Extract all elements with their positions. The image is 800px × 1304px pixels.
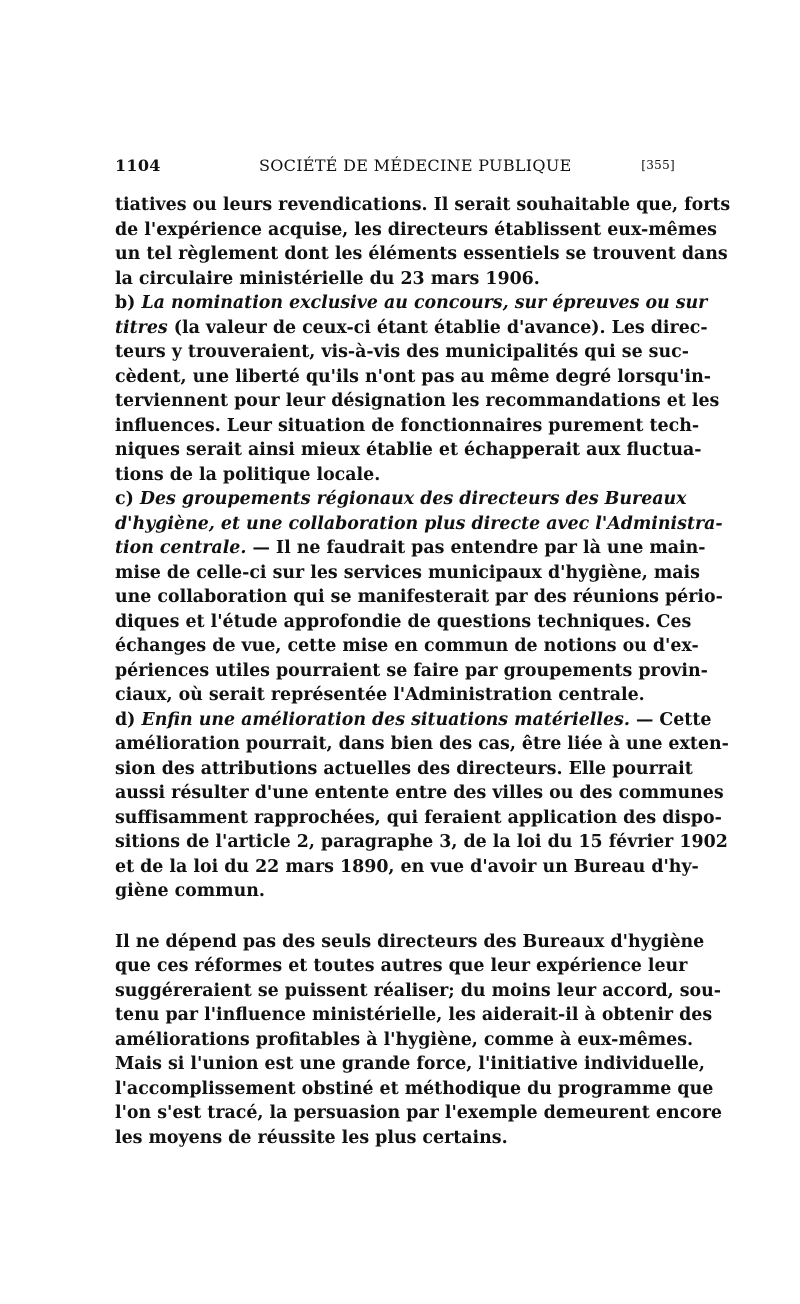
text-line: améliorations profitables à l'hygiène, comme à eux-mêmes. bbox=[115, 1029, 694, 1050]
text-line: un tel règlement dont les éléments essentiels se trouvent dans bbox=[115, 244, 728, 264]
italic-text: titres bbox=[115, 317, 168, 338]
text-line: périences utiles pourraient se faire par groupements provin- bbox=[115, 660, 708, 681]
italic-text: tion centrale. bbox=[115, 538, 247, 558]
paragraph bbox=[115, 930, 721, 1053]
text-line: suggéreraient se puissent réaliser; du moins leur accord, sou- bbox=[115, 980, 721, 1001]
running-head bbox=[115, 156, 675, 178]
paragraph bbox=[115, 193, 731, 291]
paragraph-gap bbox=[115, 904, 675, 930]
text-line: niques serait ainsi mieux établie et échapperait aux fluctua- bbox=[115, 440, 702, 460]
list-marker: d) bbox=[115, 709, 142, 730]
italic-text: Enfin une amélioration des situations matérielles. bbox=[141, 709, 630, 730]
text-line bbox=[115, 487, 687, 512]
italic-text: d'hygiène, et une collaboration plus directe avec l'Administra- bbox=[115, 513, 723, 534]
text-line: tiatives ou leurs revendications. Il serait souhaitable que, forts bbox=[115, 195, 731, 215]
regular-text: (la valeur de ceux-ci étant établie d'avance). Les direc- bbox=[167, 317, 708, 338]
paragraph bbox=[115, 708, 729, 904]
text-line: suffisamment rapprochées, qui feraient application des dispo- bbox=[115, 807, 722, 828]
text-line: tions de la politique locale. bbox=[115, 464, 381, 485]
italic-text: La nomination exclusive au concours, sur épreuves ou sur bbox=[141, 293, 708, 313]
list-marker: c) bbox=[115, 489, 140, 509]
text-line: une collaboration qui se manifesterait par des réunions pério- bbox=[115, 587, 723, 607]
text-line: terviennent pour leur désignation les recommandations et les bbox=[115, 391, 720, 411]
regular-text: — Il ne faudrait pas entendre par là une main- bbox=[246, 538, 706, 558]
text-line: giène commun. bbox=[115, 881, 265, 901]
text-line: diques et l'étude approfondie de questions techniques. Ces bbox=[115, 611, 692, 632]
text-line: l'on s'est tracé, la persuasion par l'exemple demeurent encore bbox=[115, 1103, 722, 1123]
text-line bbox=[115, 536, 706, 561]
italic-text: Des groupements régionaux des directeurs des Bureaux bbox=[139, 489, 687, 509]
text-line bbox=[115, 708, 712, 733]
list-marker: b) bbox=[115, 293, 142, 313]
text-line bbox=[115, 316, 708, 341]
text-line: de l'expérience acquise, les directeurs établissent eux-mêmes bbox=[115, 219, 717, 240]
text-line: aussi résulter d'une entente entre des villes ou des communes bbox=[115, 783, 724, 803]
regular-text: — Cette bbox=[629, 709, 712, 730]
text-line: Il ne dépend pas des seuls directeurs des Bureaux d'hygiène bbox=[115, 931, 705, 952]
text-line: Mais si l'union est une grande force, l'initiative individuelle, bbox=[115, 1054, 705, 1074]
text-line: sitions de l'article 2, paragraphe 3, de la loi du 15 février 1902 bbox=[115, 832, 728, 852]
text-line: influences. Leur situation de fonctionnaires purement tech- bbox=[115, 415, 700, 436]
text-line: l'accomplissement obstiné et méthodique du programme que bbox=[115, 1078, 714, 1099]
text-line: sion des attributions actuelles des directeurs. Elle pourrait bbox=[115, 758, 693, 779]
paragraph bbox=[115, 1052, 722, 1150]
paragraph bbox=[115, 487, 723, 708]
text-line: cèdent, une liberté qu'ils n'ont pas au même degré lorsqu'in- bbox=[115, 366, 711, 387]
text-line: amélioration pourrait, dans bien des cas, être liée à une exten- bbox=[115, 734, 729, 754]
text-line: ciaux, où serait représentée l'Administration centrale. bbox=[115, 685, 645, 705]
text-line: que ces réformes et toutes autres que leur expérience leur bbox=[115, 956, 688, 976]
text-line bbox=[115, 291, 708, 316]
text-line bbox=[115, 512, 723, 537]
text-line: échanges de vue, cette mise en commun de notions ou d'ex- bbox=[115, 636, 699, 656]
running-title: SOCIÉTÉ DE MÉDECINE PUBLIQUE bbox=[259, 156, 572, 175]
text-line: les moyens de réussite les plus certains. bbox=[115, 1127, 508, 1148]
page-number: 1104 bbox=[115, 156, 161, 175]
text-line: tenu par l'influence ministérielle, les aiderait-il à obtenir des bbox=[115, 1005, 713, 1025]
paragraph bbox=[115, 291, 720, 487]
text-line: la circulaire ministérielle du 23 mars 1906. bbox=[115, 268, 540, 289]
bracket-number: [355] bbox=[641, 158, 675, 172]
text-line: mise de celle-ci sur les services municipaux d'hygiène, mais bbox=[115, 562, 700, 583]
body-text bbox=[115, 193, 731, 1150]
text-line: et de la loi du 22 mars 1890, en vue d'avoir un Bureau d'hy- bbox=[115, 856, 699, 877]
text-line: teurs y trouveraient, vis-à-vis des municipalités qui se suc- bbox=[115, 342, 689, 362]
